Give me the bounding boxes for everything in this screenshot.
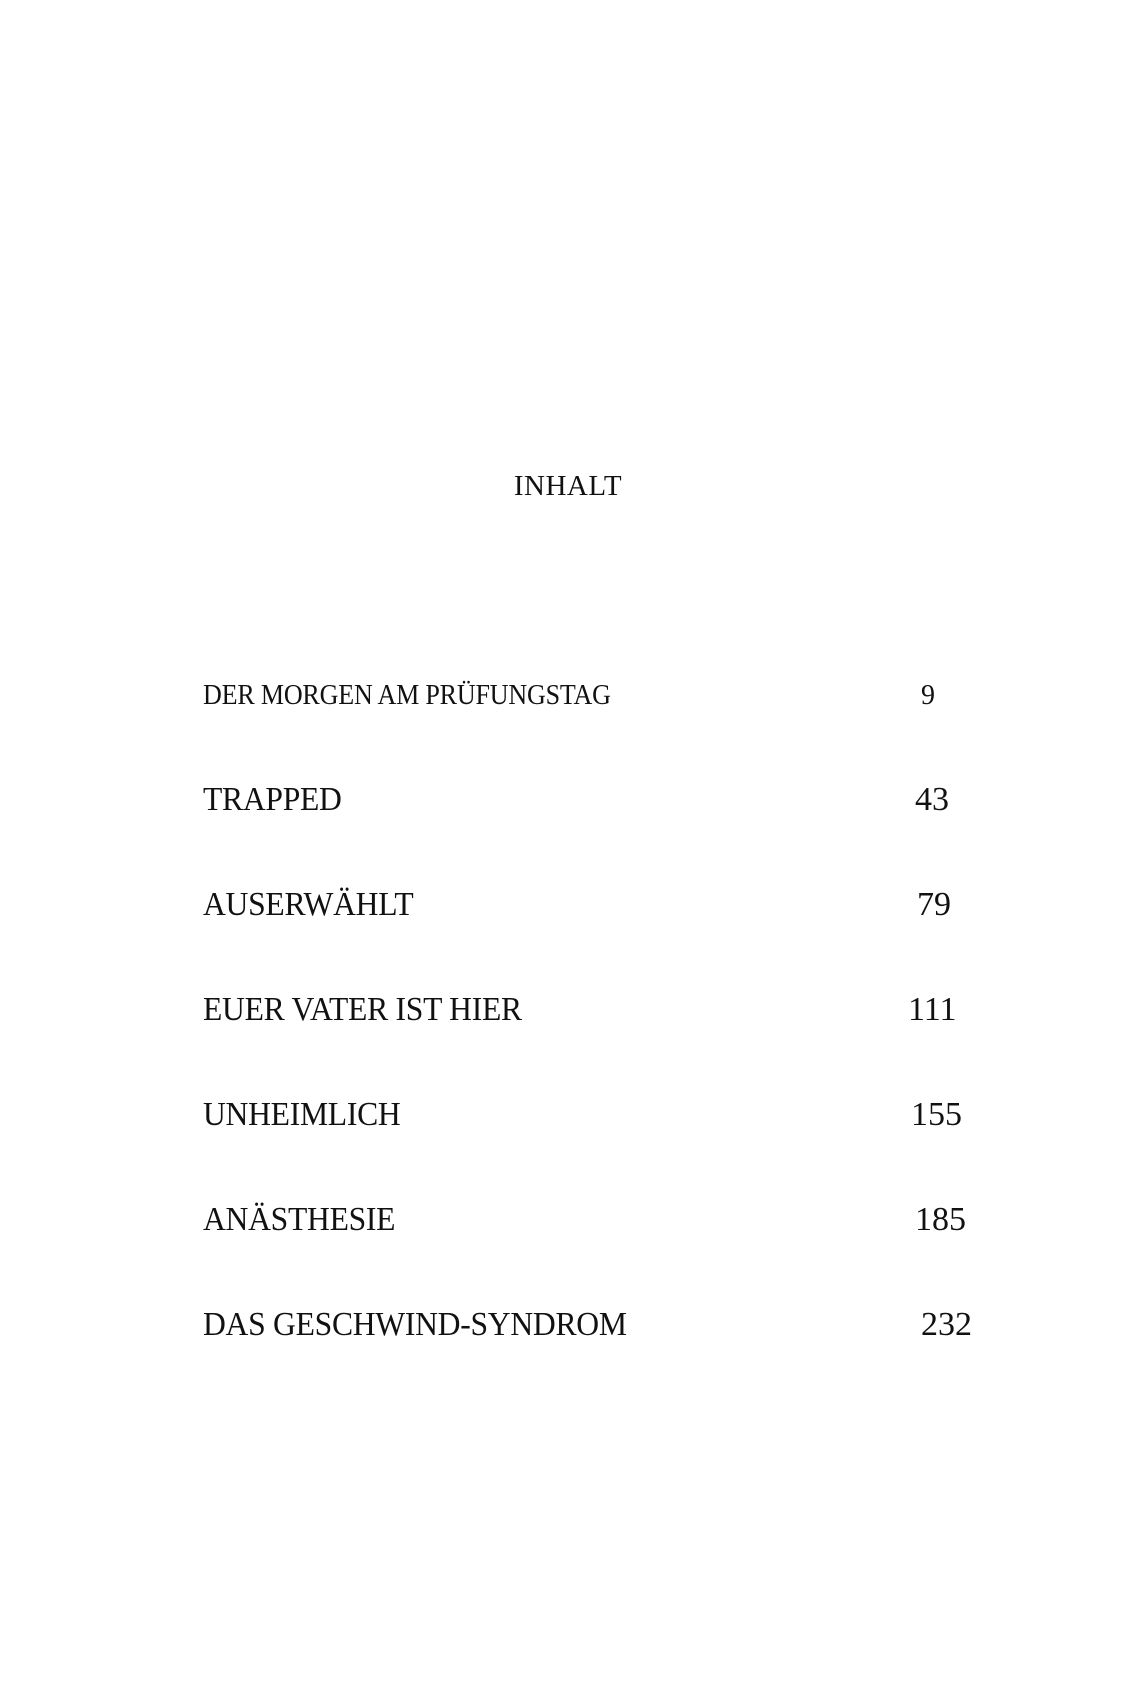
toc-entry — [203, 674, 1003, 718]
toc-entry — [203, 778, 1003, 822]
page-number: 43 — [915, 781, 949, 818]
toc-entry — [203, 1093, 1003, 1137]
page-number: 9 — [921, 680, 935, 711]
chapter-title: ANÄSTHESIE — [203, 1201, 396, 1238]
chapter-title: DAS GESCHWIND-SYNDROM — [203, 1306, 627, 1343]
page-number: 232 — [921, 1306, 972, 1343]
chapter-title: TRAPPED — [203, 781, 342, 818]
chapter-title: AUSERWÄHLT — [203, 886, 414, 923]
toc-entry — [203, 988, 1003, 1032]
page-number: 185 — [915, 1201, 966, 1238]
chapter-title: EUER VATER IST HIER — [203, 991, 522, 1028]
page-number: 79 — [917, 886, 951, 923]
chapter-title: DER MORGEN AM PRÜFUNGSTAG — [203, 680, 611, 711]
chapter-title: UNHEIMLICH — [203, 1096, 401, 1133]
toc-heading: INHALT — [513, 470, 623, 502]
page-number: 111 — [908, 991, 957, 1028]
toc-entry — [203, 883, 1003, 927]
toc-entry — [203, 1303, 1003, 1347]
toc-entry — [203, 1198, 1003, 1242]
page-number: 155 — [911, 1096, 962, 1133]
